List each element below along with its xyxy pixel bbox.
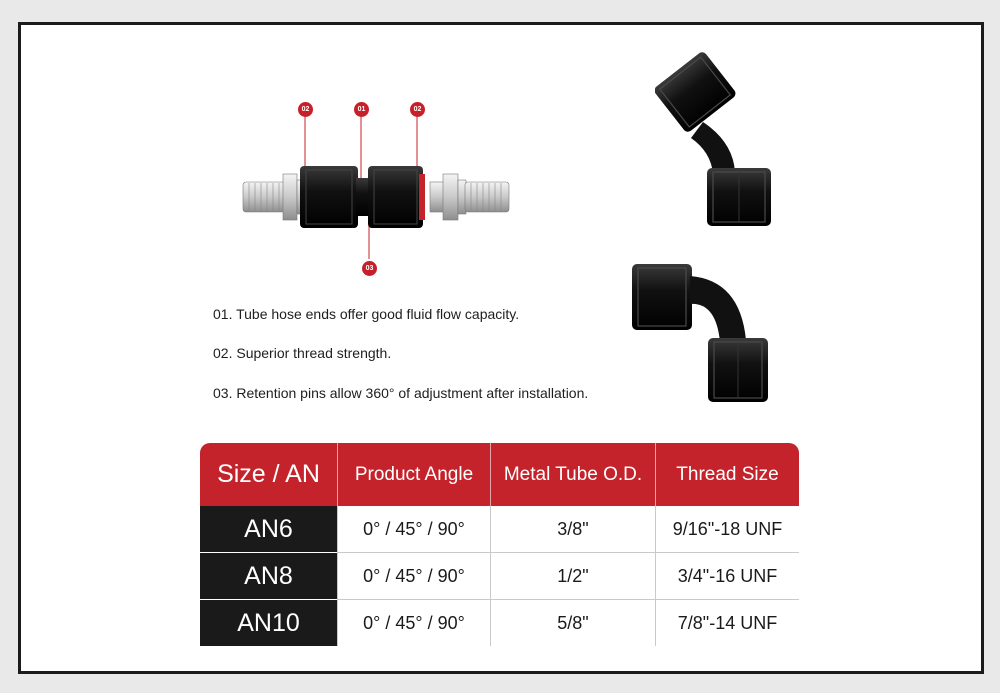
thread-size-cell: 3/4"-16 UNF [655,553,799,599]
straight-fitting-diagram [238,96,538,286]
angle-cell: 0° / 45° / 90° [337,553,490,599]
tube-od-cell: 5/8" [490,600,655,646]
tube-od-cell: 1/2" [490,553,655,599]
fitting-45-degree-image [655,52,795,232]
feature-item: 02. Superior thread strength. [213,345,392,361]
fitting-45-illustration [655,52,795,232]
header-thread-size: Thread Size [655,443,799,506]
tube-od-cell: 3/8" [490,506,655,552]
table-row [200,506,799,553]
thread-size-cell: 7/8"-14 UNF [655,600,799,646]
table-header [200,443,799,506]
callout-badge: 02 [298,102,313,117]
callout-badge: 03 [362,261,377,276]
feature-item: 01. Tube hose ends offer good fluid flow capacity. [213,306,520,322]
angle-cell: 0° / 45° / 90° [337,506,490,552]
size-cell: AN8 [200,553,337,599]
table-row [200,553,799,600]
fitting-90-degree-image [628,262,778,407]
spec-table [200,443,799,648]
feature-item: 03. Retention pins allow 360° of adjustment after installation. [213,385,589,401]
fitting-90-illustration [628,262,778,407]
size-cell: AN10 [200,600,337,646]
header-tube-od: Metal Tube O.D. [490,443,655,506]
callout-badge: 02 [410,102,425,117]
thread-size-cell: 9/16"-18 UNF [655,506,799,552]
table-row [200,600,799,647]
callout-badge: 01 [354,102,369,117]
size-cell: AN6 [200,506,337,552]
straight-fitting-illustration [238,96,538,286]
angle-cell: 0° / 45° / 90° [337,600,490,646]
header-angle: Product Angle [337,443,490,506]
header-size: Size / AN [217,460,320,488]
